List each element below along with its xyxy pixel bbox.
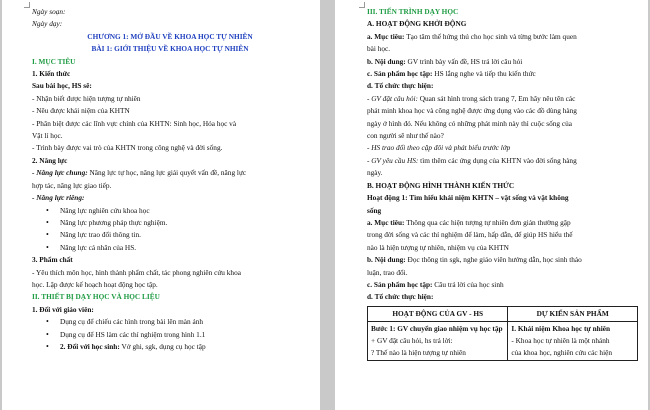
right-page (335, 0, 648, 410)
section-objectives: I. MỤC TIÊU (32, 56, 76, 66)
table-cell: I. Khái niệm Khoa học tự nhiên - Khoa học tự nhiên là một nhánh của khoa học, nghiên cứu các hiện (508, 321, 638, 360)
activity-goal-cont: trong đời sống và các thí nghiệm để làm, hấp dẫn, để giúp HS hiểu thế (367, 230, 573, 240)
list-item: • Dụng cụ để chiếu các hình trong bài lên màn ảnh (32, 316, 308, 328)
activity-org: d. Tổ chức thực hiện: (367, 292, 434, 302)
knowledge-item: Vật lí học. (32, 131, 63, 141)
date-taught: Ngày dạy: (32, 19, 63, 29)
gv-question-cont: con người sẽ như thế nào? (367, 131, 444, 141)
heading-qualities: 3. Phẩm chất (32, 255, 73, 265)
activity-product: c. Sản phẩm học tập: Câu trả lời của học sinh (367, 279, 504, 289)
section-process: III. TIẾN TRÌNH DẠY HỌC (367, 7, 459, 16)
activity-goal-cont: nào là hiện tượng tự nhiên, nhiệm vụ của KHTN (367, 242, 509, 252)
warmup-product: c. Sản phẩm học tập: HS lắng nghe và tiếp thu kiến thức (367, 69, 536, 79)
list-item: • Năng lực trao đổi thông tin. (32, 229, 308, 241)
list-item: • Năng lực cá nhân của HS. (32, 242, 308, 254)
table-header: DỰ KIẾN SẢN PHẨM (508, 306, 638, 321)
heading-warmup: A. HOẠT ĐỘNG KHỞI ĐỘNG (367, 19, 467, 29)
gv-question: - GV đặt câu hỏi: Quan sát hình trong sách trang 7, Em hãy nêu tên các (367, 93, 576, 103)
knowledge-item: - Trình bày được vai trò của KHTN trong công nghệ và đời sống. (32, 143, 223, 153)
table-row (368, 321, 638, 360)
knowledge-item: - Phân biệt được các lĩnh vực chính của KHTN: Sinh học, Hóa học và (32, 118, 237, 128)
activity-1-title: Hoạt động 1: Tìm hiểu khái niệm KHTN – vật sống và vật không (367, 193, 569, 203)
heading-knowledge-forming: B. HOẠT ĐỘNG HÌNH THÀNH KIẾN THỨC (367, 180, 515, 190)
list-item: • Năng lực nghiên cứu khoa học (32, 205, 308, 217)
gv-request-cont: ngày. (367, 168, 383, 178)
warmup-content: b. Nội dung: GV trình bày vấn đề, HS trả lời câu hỏi (367, 56, 523, 66)
list-item: • Năng lực phương pháp thực nghiệm. (32, 217, 308, 229)
general-competence: - Năng lực chung: Năng lực tự học, năng lực giải quyết vấn đề, năng lực (32, 168, 247, 178)
activity-content-cont: luận, trao đổi. (367, 267, 408, 277)
warmup-org: d. Tổ chức thực hiện: (367, 81, 434, 91)
left-page (2, 0, 320, 410)
gv-request: - GV yêu cầu HS: tìm thêm các ứng dụng của KHTN vào đời sống hàng (367, 155, 577, 165)
qualities-text: - Yêu thích môn học, hình thành phẩm chất, tác phong nghiên cứu khoa (32, 267, 241, 277)
warmup-goal-cont: bài học. (367, 44, 391, 54)
qualities-text: học. Lập được kế hoạch hoạt động học tập. (32, 279, 158, 289)
heading-competence: 2. Năng lực (32, 155, 68, 165)
activity-table (367, 306, 638, 361)
table-header: HOẠT ĐỘNG CỦA GV - HS (368, 306, 508, 321)
chapter-title: CHƯƠNG 1: MỞ ĐẦU VỀ KHOA HỌC TỰ NHIÊN (87, 31, 253, 41)
activity-goal: a. Mục tiêu: Thông qua các hiện tượng tự nhiên đơn giản thường gặp (367, 217, 571, 227)
hs-activity: - HS trao đổi theo cặp đôi và phát biểu trước lớp (367, 143, 511, 153)
general-competence-cont: hợp tác, năng lực giao tiếp. (32, 180, 112, 190)
knowledge-item: - Nêu được khái niệm của KHTN (32, 106, 130, 116)
table-cell: Bước 1: GV chuyển giao nhiệm vụ học tập + GV đặt câu hỏi, hs trả lời: ? Thế nào là hiện tượng tự nhiên (368, 321, 508, 360)
specific-competence: - Năng lực riêng: (32, 193, 85, 203)
lesson-title: BÀI 1: GIỚI THIỆU VỀ KHOA HỌC TỰ NHIÊN (91, 44, 249, 54)
heading-knowledge: 1. Kiến thức (32, 69, 71, 79)
gv-question-cont: ngày ở hình đó. Nếu không có những phát minh này thì cuộc sống của (367, 118, 572, 128)
warmup-goal: a. Mục tiêu: Tạo tâm thế hứng thú cho học sinh và từng bước làm quen (367, 31, 577, 41)
knowledge-item: - Nhận biết được hiện tượng tự nhiên (32, 93, 141, 103)
student-item: • 2. Đối với học sinh: Vở ghi, sgk, dụng cụ học tập (32, 341, 308, 353)
heading-teacher: 1. Đối với giáo viên: (32, 304, 94, 314)
gv-question-cont: phát minh khoa học và công nghệ được ứng dụng vào các đồ dùng hàng (367, 106, 577, 116)
after-lesson: Sau bài học, HS sẽ: (32, 81, 92, 91)
list-item: • Dụng cụ để HS làm các thí nghiệm trong hình 1.1 (32, 329, 308, 341)
section-equipment: II. THIẾT BỊ DẠY HỌC VÀ HỌC LIỆU (32, 292, 160, 302)
date-created: Ngày soạn: (32, 7, 66, 16)
activity-content: b. Nội dung: Đọc thông tin sgk, nghe giáo viên hướng dẫn, học sinh thảo (367, 255, 582, 265)
activity-1-title-cont: sống (367, 205, 382, 215)
